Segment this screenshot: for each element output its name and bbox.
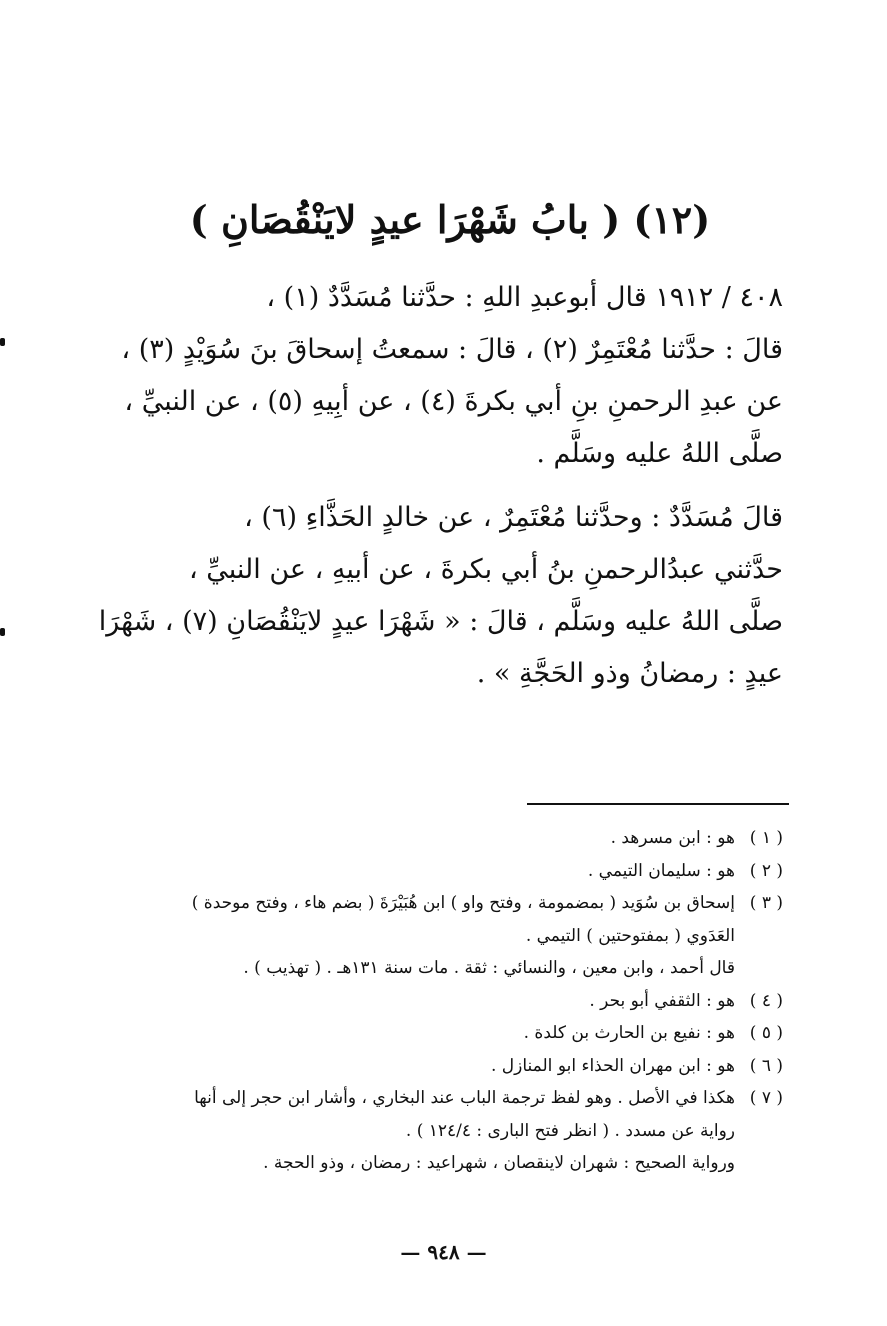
footnote-number: ( ٢ ) [749, 860, 783, 881]
hadith-line: عيدٍ : رمضانُ وذو الحَجَّةِ » . [476, 658, 783, 689]
page-number: — ٩٤٨ — [400, 1240, 487, 1264]
footnote-text: قال أحمد ، وابن معين ، والنسائي : ثقة . مات سنة ١٣١هـ . ( تهذيب ) . [243, 958, 735, 978]
hadith-line: حدَّثني عبدُالرحمنِ بنُ أبي بكرةَ ، عن أبيهِ ، عن النبيِّ ، [188, 554, 783, 585]
hadith-line: ٤٠٨ / ١٩١٢ قال أبوعبدِ اللهِ : حدَّثنا مُسَدَّدٌ (١) ، [266, 282, 783, 313]
footnote-item [93, 985, 783, 1018]
hadith-line: صلَّى اللهُ عليه وسَلَّم ، قالَ : « شَهْرَا عيدٍ لايَنْقُصَانِ (٧) ، شَهْرَا [98, 606, 783, 637]
hadith-line: صلَّى اللهُ عليه وسَلَّم . [536, 438, 783, 469]
chapter-title: (١٢) ( بابُ شَهْرَا عيدٍ لايَنْقُصَانِ ) [189, 197, 711, 242]
footnote-continuation [93, 1147, 783, 1180]
footnotes-list [93, 822, 783, 1180]
footnote-text: ورواية الصحيح : شهران لاينقصان ، شهراعيد : رمضان ، وذو الحجة . [263, 1153, 735, 1173]
footnote-item [93, 1017, 783, 1050]
footnote-text: هو : نفيع بن الحارث بن كلدة . [523, 1023, 735, 1043]
hadith-paragraph-1 [103, 272, 783, 480]
footnote-number: ( ١ ) [749, 828, 783, 848]
footnote-text: هكذا في الأصل . وهو لفظ ترجمة الباب عند البخاري ، وأشار ابن حجر إلى أنها [194, 1088, 735, 1108]
footnote-text: العَدَوي ( بمفتوحتين ) التيمي . [525, 925, 735, 946]
hadith-line: عن عبدِ الرحمنِ بنِ أبي بكرةَ (٤) ، عن أبِيهِ (٥) ، عن النبيِّ ، [124, 386, 783, 417]
footnote-number: ( ٣ ) [749, 893, 783, 913]
footnote-item [93, 822, 783, 855]
footnote-text: هو : الثقفي أبو بحر . [589, 990, 735, 1011]
footnote-text: هو : ابن مسرهد . [610, 828, 735, 848]
footnote-item [93, 855, 783, 888]
footnote-number: ( ٥ ) [749, 1023, 783, 1043]
footnote-number: ( ٦ ) [749, 1055, 783, 1076]
hadith-paragraph-2 [98, 492, 783, 700]
footnote-number: ( ٧ ) [749, 1088, 783, 1108]
footnote-text: إسحاق بن سُوَيد ( بمضمومة ، وفتح واو ) ابن هُبَيْرَةَ ( بضم هاء ، وفتح موحدة ) [191, 893, 735, 913]
hadith-line: قالَ : حدَّثنا مُعْتَمِرٌ (٢) ، قالَ : سمعتُ إسحاقَ بنَ سُوَيْدٍ (٣) ، [121, 334, 783, 365]
footnote-continuation [93, 1115, 783, 1148]
footnote-text: رواية عن مسدد . ( انظر فتح البارى : ١٢٤/٤ ) . [405, 1120, 735, 1141]
scan-margin-mark [0, 628, 5, 636]
scan-margin-mark [0, 338, 5, 346]
footnote-text: هو : سليمان التيمي . [587, 860, 735, 881]
footnote-continuation [93, 920, 783, 953]
footnote-item [93, 887, 783, 920]
footnote-continuation [93, 952, 783, 985]
footnote-divider [527, 803, 789, 805]
footnote-item [93, 1050, 783, 1083]
footnote-number: ( ٤ ) [749, 990, 783, 1011]
hadith-line: قالَ مُسَدَّدٌ : وحدَّثنا مُعْتَمِرٌ ، عن خالدٍ الحَذَّاءِ (٦) ، [244, 502, 783, 533]
footnote-item [93, 1082, 783, 1115]
footnote-text: هو : ابن مهران الحذاء ابو المنازل . [491, 1055, 735, 1076]
